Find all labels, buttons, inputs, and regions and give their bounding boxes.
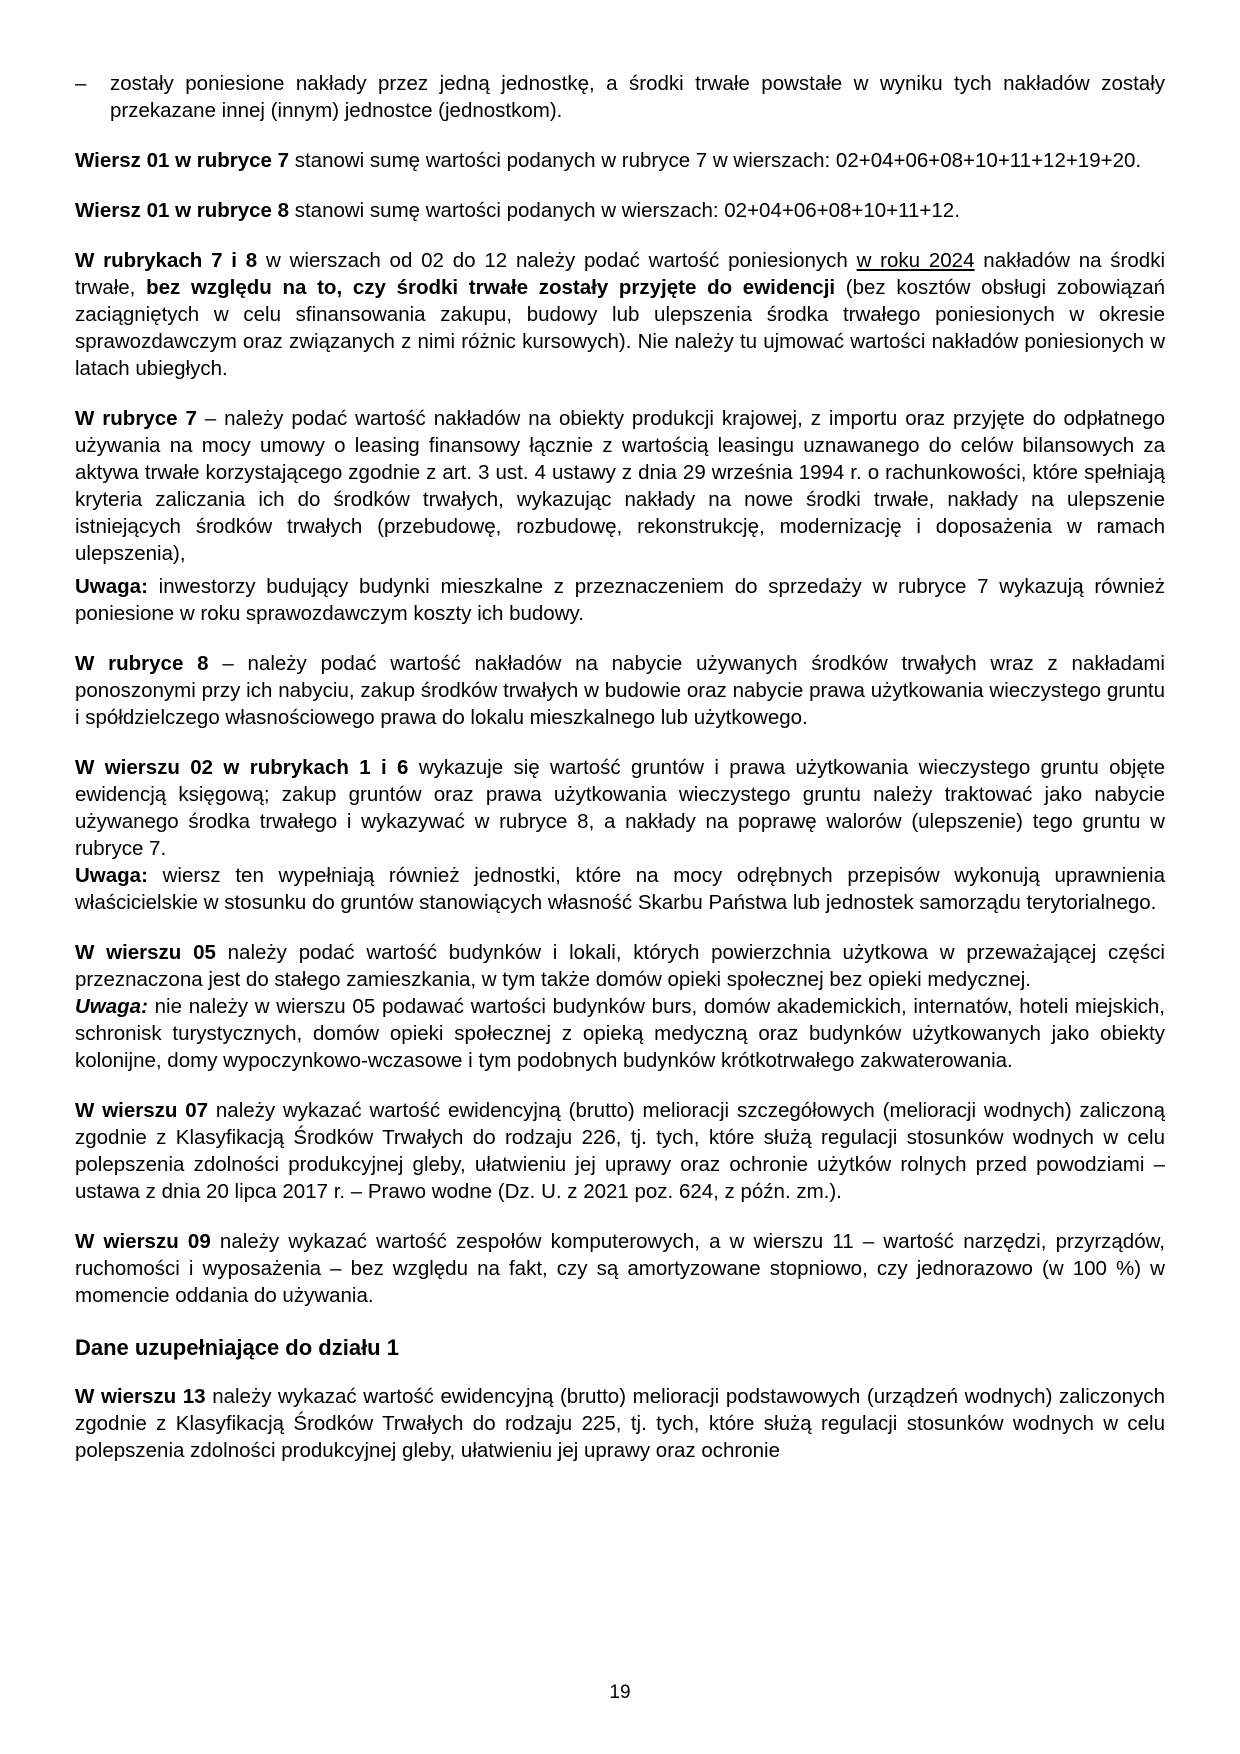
note-row-05 [75, 993, 1165, 1074]
paragraph-text: stanowi sumę wartości podanych w wierszach: 02+04+06+08+10+11+12. [289, 199, 960, 222]
paragraph-row-02 [75, 754, 1165, 862]
paragraph-lead: W wierszu 07 [75, 1099, 209, 1122]
paragraph-text: należy wykazać wartość ewidencyjną (brutto) melioracji szczegółowych (melioracji wodnych) zaliczoną zgodnie z Klasyfikacją Środków Trwałych do rodzaju 226, tj. tych, które służą regulacji stosunków wodnych w celu polepszenia zdolności produkcyjnej gleby, ułatwieniu jej uprawy oraz ochronie użytków rolnych przed powodziami – ustawa z dnia 20 lipca 2017 r. – Prawo wodne (Dz. U. z 2021 poz. 624, z późn. zm.). [75, 1099, 1165, 1203]
paragraph-lead: W wierszu 13 [75, 1385, 206, 1408]
document-page [75, 70, 1165, 1464]
paragraph-row-01-col-8 [75, 197, 1165, 224]
note-text: wiersz ten wypełniają również jednostki, które na mocy odrębnych przepisów wykonują uprawnienia właścicielskie w stosunku do gruntów stanowiących własność Skarbu Państwa lub jednostek samorządu terytorialnego. [75, 864, 1165, 914]
paragraph-lead: W wierszu 02 w rubrykach 1 i 6 [75, 756, 409, 779]
paragraph-row-13 [75, 1383, 1165, 1464]
note-label: Uwaga: [75, 864, 148, 887]
dash-bullet: – [75, 72, 87, 95]
paragraph-lead: W rubrykach 7 i 8 [75, 249, 258, 272]
paragraph-lead: W wierszu 09 [75, 1230, 211, 1253]
note-col-7 [75, 573, 1165, 627]
page-number: 19 [609, 1682, 631, 1703]
note-label: Uwaga: [75, 995, 148, 1018]
paragraph-text: stanowi sumę wartości podanych w rubryce 7 w wierszach: 02+04+06+08+10+11+12+19+20. [289, 149, 1142, 172]
paragraph-text: – należy podać wartość nakładów na nabycie używanych środków trwałych wraz z nakładami ponoszonymi przy ich nabyciu, zakup środków trwałych w budowie oraz nabycie prawa użytkowania wieczystego gruntu i spółdzielczego własnościowego prawa do lokalu mieszkalnego lub użytkowego. [75, 652, 1165, 729]
paragraph-row-09 [75, 1228, 1165, 1309]
paragraph-row-07 [75, 1097, 1165, 1205]
paragraph-lead: W rubryce 8 [75, 652, 209, 675]
note-text: inwestorzy budujący budynki mieszkalne z przeznaczeniem do sprzedaży w rubryce 7 wykazują również poniesione w roku sprawozdawczym koszty ich budowy. [75, 575, 1165, 625]
paragraph-cols-7-8 [75, 247, 1165, 382]
paragraph-text: – należy podać wartość nakładów na obiekty produkcji krajowej, z importu oraz przyjęte do odpłatnego używania na mocy umowy o leasing finansowy łącznie z wartością leasingu uznawanego do celów bilansowych za aktywa trwałe korzystającego zgodnie z art. 3 ust. 4 ustawy z dnia 29 września 1994 r. o rachunkowości, które spełniają kryteria zaliczania ich do środków trwałych, wykazując nakłady na nowe środki trwałe, nakłady na ulepszenie istniejących środków trwałych (przebudowę, rozbudowę, rekonstrukcję, modernizację i doposażenia w ramach ulepszenia), [75, 407, 1165, 565]
note-text: nie należy w wierszu 05 podawać wartości budynków burs, domów akademickich, internatów, hoteli miejskich, schronisk turystycznych, domów opieki społecznej z opieką medyczną oraz budynków użytkowanych jako obiekty kolonijne, domy wypoczynkowo-wczasowe i tym podobnych budynków krótkotrwałego zakwaterowania. [75, 995, 1165, 1072]
paragraph-col-7 [75, 405, 1165, 567]
paragraph-lead: W rubryce 7 [75, 407, 197, 430]
paragraph-row-01-col-7 [75, 147, 1165, 174]
bold-emphasis: bez względu na to, czy środki trwałe zostały przyjęte do ewidencji [146, 276, 836, 299]
paragraph-text: należy wykazać wartość ewidencyjną (brutto) melioracji podstawowych (urządzeń wodnych) zaliczonych zgodnie z Klasyfikacją Środków Trwałych do rodzaju 225, tj. tych, które służą regulacji stosunków wodnych w celu polepszenia zdolności produkcyjnej gleby, ułatwieniu jej uprawy oraz ochronie [75, 1385, 1165, 1462]
paragraph-lead: Wiersz 01 w rubryce 7 [75, 149, 290, 172]
paragraph-text: należy podać wartość budynków i lokali, których powierzchnia użytkowa w przeważającej części przeznaczona jest do stałego zamieszkania, w tym także domów opieki społecznej bez opieki medycznej. [75, 941, 1165, 991]
paragraph-text: w wierszach od 02 do 12 należy podać wartość poniesionych [257, 249, 857, 272]
list-item [75, 70, 1165, 124]
paragraph-row-05 [75, 939, 1165, 993]
note-label: Uwaga: [75, 575, 148, 598]
section-heading: Dane uzupełniające do działu 1 [75, 1335, 399, 1360]
paragraph-lead: W wierszu 05 [75, 941, 216, 964]
list-item-text: zostały poniesione nakłady przez jedną jednostkę, a środki trwałe powstałe w wyniku tych nakładów zostały przekazane innej (innym) jednostce (jednostkom). [110, 72, 1165, 122]
paragraph-col-8 [75, 650, 1165, 731]
underlined-year: w roku 2024 [856, 249, 975, 272]
paragraph-lead: Wiersz 01 w rubryce 8 [75, 199, 290, 222]
note-row-02 [75, 862, 1165, 916]
paragraph-text: (bez kosztów obsługi zobowiązań zaciągniętych w celu sfinansowania zakupu, budowy lub ulepszenia środka trwałego poniesionych w okresie sprawozdawczym oraz związanych z nimi różnic kursowych). Nie należy tu ujmować wartości nakładów poniesionych w latach ubiegłych. [75, 276, 1166, 380]
paragraph-text: należy wykazać wartość zespołów komputerowych, a w wierszu 11 – wartość narzędzi, przyrządów, ruchomości i wyposażenia – bez względu na fakt, czy są amortyzowane stopniowo, czy jednorazowo (w 100 %) w momencie oddania do używania. [75, 1230, 1165, 1307]
paragraph-text: wykazuje się wartość gruntów i prawa użytkowania wieczystego gruntu objęte ewidencją księgową; zakup gruntów oraz prawa użytkowania wieczystego gruntu należy traktować jako nabycie używanego środka trwałego i wykazywać w rubryce 8, a nakłady na poprawę walorów (ulepszenie) tego gruntu w rubryce 7. [75, 756, 1165, 860]
paragraph-text: nakładów na środki trwałe, [75, 249, 1165, 299]
